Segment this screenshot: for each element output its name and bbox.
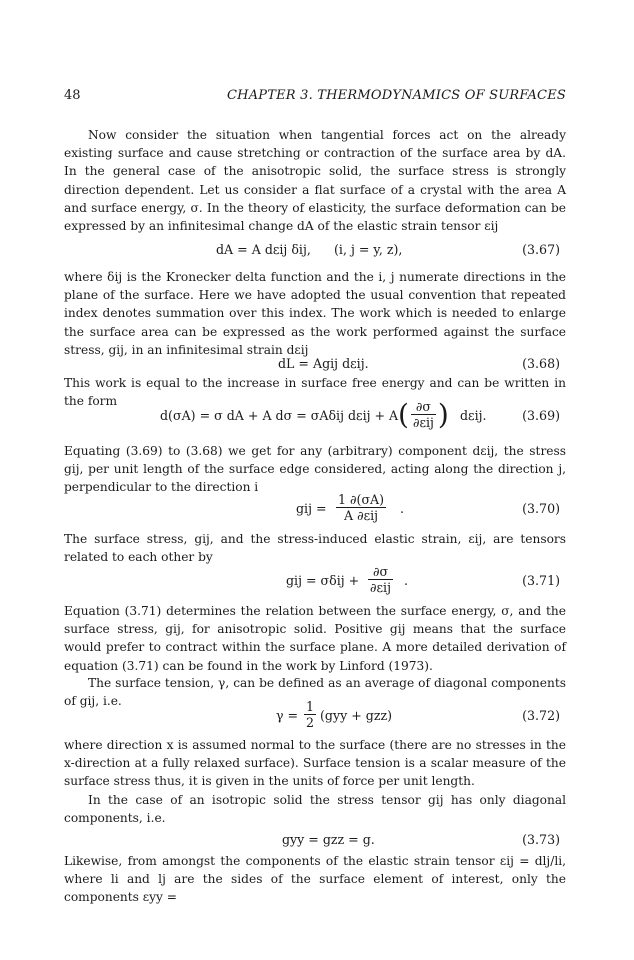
equation-3-70	[64, 492, 566, 528]
page-number: 48	[64, 88, 81, 103]
numerator: 1	[306, 699, 315, 714]
numerator: ∂σ	[368, 564, 393, 580]
equation-3-72	[64, 696, 566, 732]
equation-fraction	[302, 699, 318, 730]
equation-fraction	[334, 492, 388, 523]
equation-lhs: gij = σδij +	[286, 573, 360, 588]
paragraph-10: Likewise, from amongst the components of the elastic strain tensor εij = dlj/li, where li and lj are the sides of the surface element of interest, only the components εyy =	[64, 854, 566, 905]
fraction	[336, 492, 386, 523]
equation-lhs: dA = A dεij δij,	[216, 242, 311, 257]
right-paren: )	[437, 398, 449, 431]
equation-rhs: (gyy + gzz)	[320, 708, 393, 723]
paragraph-1: Now consider the situation when tangential forces act on the already existing surface and cause stretching or contraction of the surface area by dA. In the general case of the anisotropic solid, the surface stress is strongly direction dependent. Let us consider a flat surface of a crystal with the area A and surface energy, σ. In the theory of elasticity, the surface deformation can be expressed by an infinitesimal change dA of the elastic strain tensor εij	[64, 128, 566, 234]
paragraph-7: The surface tension, γ, can be defined as an average of diagonal components of gij, i.e.	[64, 676, 566, 709]
equation-number: (3.68)	[522, 356, 560, 371]
equation-3-69	[64, 398, 566, 438]
equation-3-71	[64, 564, 566, 600]
paragraph-8: where direction x is assumed normal to the surface (there are no stresses in the x-direction at a fully relaxed surface). Surface tension is a scalar measure of the surface stress thus, it is given in the units of force per unit length.	[64, 738, 566, 789]
numerator: ∂σ	[411, 399, 436, 415]
equation-expression: dL = Agij dεij.	[278, 356, 369, 371]
paragraph-6: Equation (3.71) determines the relation between the surface energy, σ, and the surface stress, gij, for anisotropic solid. Positive gij means that the surface would prefer to contract within the surface plane. A more detailed derivation of equation (3.71) can be found in the work by Linford (1973).	[64, 604, 566, 673]
fraction	[368, 564, 393, 595]
equation-rhs: .	[400, 501, 405, 516]
equation-lhs: γ =	[276, 708, 299, 723]
fraction	[304, 699, 316, 730]
equation-lhs: d(σA) = σ dA + A dσ = σAδij dεij + A	[160, 408, 399, 423]
paragraph-2: where δij is the Kronecker delta function and the i, j numerate directions in the plane of the surface. Here we have adopted the usual convention that repeated index denotes summation over this index. The work which is needed to enlarge the surface area can be expressed as the work performed against the surface stress, gij, in an infinitesimal strain dεij	[64, 270, 566, 357]
equation-lhs: gij =	[296, 501, 327, 516]
equation-number: (3.67)	[522, 242, 560, 257]
equation-number: (3.69)	[522, 408, 560, 423]
denominator: ∂εij	[412, 415, 434, 430]
equation-fraction	[366, 564, 395, 595]
left-paren: (	[398, 398, 409, 431]
chapter-title: CHAPTER 3. THERMODYNAMICS OF SURFACES	[227, 88, 566, 103]
equation-rhs: .	[404, 573, 409, 588]
running-header	[64, 88, 566, 103]
equation-rhs: dεij.	[460, 408, 487, 423]
denominator: ∂εij	[370, 580, 391, 595]
paragraph-9: In the case of an isotropic solid the stress tensor gij has only diagonal components, i.e.	[64, 793, 566, 826]
denominator: A ∂εij	[343, 508, 379, 523]
equation-number: (3.70)	[522, 501, 560, 516]
paragraph-3: This work is equal to the increase in surface free energy and can be written in the form	[64, 376, 566, 409]
equation-number: (3.72)	[522, 708, 560, 723]
paragraph-4: Equating (3.69) to (3.68) we get for any (arbitrary) component dεij, the stress gij, per unit length of the surface edge considered, acting along the direction j, perpendicular to the direction i	[64, 444, 566, 495]
equation-number: (3.71)	[522, 573, 560, 588]
equation-number: (3.73)	[522, 832, 560, 847]
denominator: 2	[306, 715, 315, 730]
fraction	[411, 399, 436, 430]
equation-expression: gyy = gzz = g.	[282, 832, 375, 847]
equation-fraction	[398, 398, 449, 431]
equation-condition: (i, j = y, z),	[334, 242, 403, 257]
paragraph-5: The surface stress, gij, and the stress-induced elastic strain, εij, are tensors related to each other by	[64, 532, 566, 565]
numerator: 1 ∂(σA)	[338, 492, 385, 507]
